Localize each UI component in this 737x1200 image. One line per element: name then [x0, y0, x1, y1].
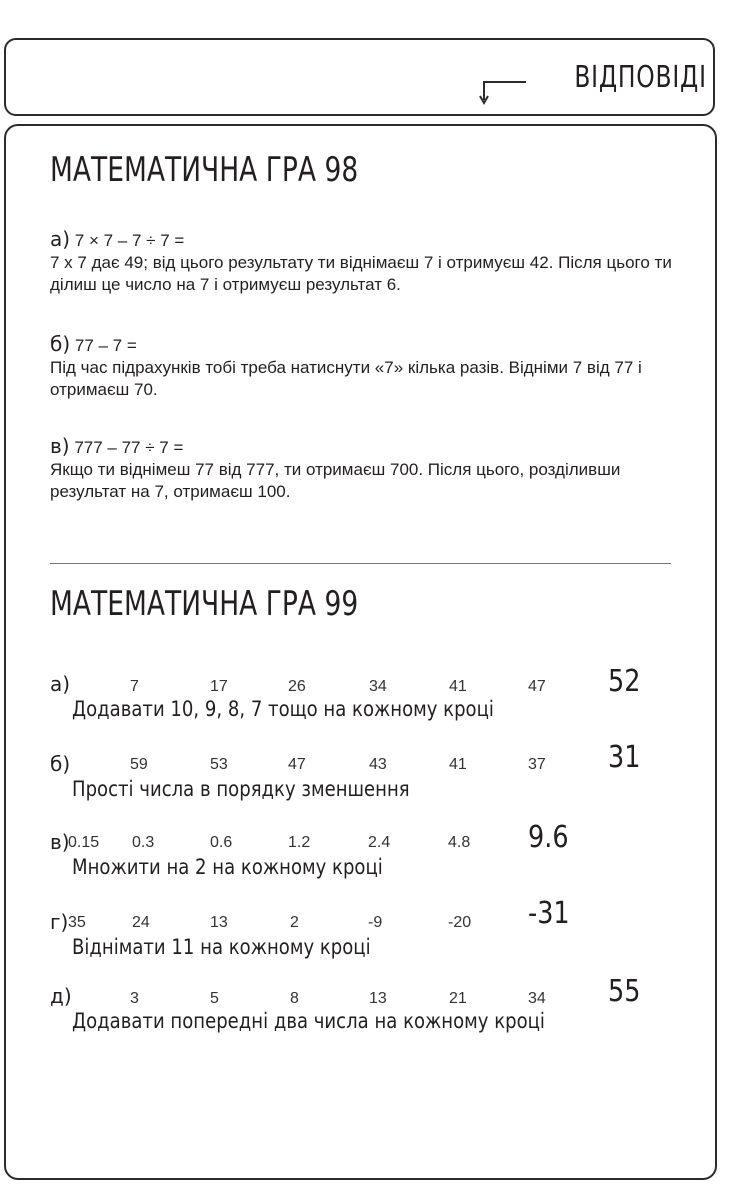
expression-row [50, 435, 690, 459]
explanation: 7 x 7 дає 49; від цього результату ти віднімаєш 7 і отримуєш 42. Після цього ти ділиш це число на 7 і отримуєш результат 6. [50, 253, 672, 294]
sequence-number: 0.3 [132, 834, 155, 851]
sequence-number: 24 [132, 914, 150, 931]
expression: 7 × 7 – 7 ÷ 7 = [74, 231, 185, 250]
sequence-row-a [50, 664, 690, 732]
row-letter: в) [50, 830, 70, 854]
item-letter: а) [50, 227, 71, 251]
item-letter: в) [50, 434, 70, 458]
game-98-title: МАТЕМАТИЧНА ГРА 98 [50, 150, 359, 190]
sequence-number: 13 [369, 990, 387, 1007]
row-letter: д) [50, 984, 72, 1008]
sequence-rule: Прості числа в порядку зменшення [72, 777, 410, 801]
sequence-answer: 9.6 [528, 820, 569, 855]
sequence-row-b [50, 740, 690, 812]
sequence-number: 43 [369, 756, 387, 773]
expression-row [50, 333, 690, 357]
sequence-number: 2 [290, 914, 299, 931]
sequence-number: 47 [528, 678, 546, 695]
game-99-title: МАТЕМАТИЧНА ГРА 99 [50, 584, 359, 624]
sequence-number: 35 [68, 914, 86, 931]
sequence-answer: 52 [608, 664, 641, 699]
sequence-number: 26 [288, 678, 306, 695]
sequence-number: 8 [290, 990, 299, 1007]
sequence-number: 34 [528, 990, 546, 1007]
sequence-number: 13 [210, 914, 228, 931]
sequence-number: 47 [288, 756, 306, 773]
sequence-number: 17 [210, 678, 228, 695]
sequence-row-e [50, 974, 690, 1044]
row-letter: б) [50, 752, 71, 776]
sequence-rule: Віднімати 11 на кожному кроці [72, 935, 371, 959]
sequence-number: 53 [210, 756, 228, 773]
answer-98-a [50, 228, 690, 296]
expression: 77 – 7 = [74, 336, 137, 355]
answer-98-b [50, 333, 690, 401]
sequence-number: 5 [210, 990, 219, 1007]
arrow-down-icon [478, 62, 528, 106]
sequence-rule: Додавати попередні два числа на кожному кроці [72, 1009, 545, 1033]
sequence-number: 41 [449, 756, 467, 773]
sequence-number: 21 [449, 990, 467, 1007]
sequence-number: 37 [528, 756, 546, 773]
section-divider [50, 563, 671, 564]
answers-title: ВІДПОВІДІ [574, 60, 707, 95]
sequence-number: 1.2 [288, 834, 311, 851]
sequence-rule: Множити на 2 на кожному кроці [72, 855, 383, 879]
sequence-number: -9 [368, 914, 383, 931]
explanation: Під час підрахунків тобі треба натиснути «7» кілька разів. Відніми 7 від 77 і отримаєш 70. [50, 358, 642, 399]
expression: 777 – 77 ÷ 7 = [74, 438, 184, 457]
row-letter: г) [50, 910, 69, 934]
sequence-number: -20 [448, 914, 472, 931]
sequence-number: 0.6 [210, 834, 233, 851]
explanation: Якщо ти віднімеш 77 від 777, ти отримаєш 700. Після цього, розділивши результат на 7, отримаєш 100. [50, 460, 621, 501]
sequence-row-c [50, 820, 690, 890]
sequence-number: 34 [369, 678, 387, 695]
sequence-number: 41 [449, 678, 467, 695]
sequence-number: 4.8 [448, 834, 471, 851]
expression-row [50, 228, 690, 252]
answer-98-c [50, 435, 690, 503]
sequence-number: 0.15 [68, 834, 100, 851]
sequence-number: 7 [130, 678, 139, 695]
sequence-number: 59 [130, 756, 148, 773]
row-letter: а) [50, 672, 71, 696]
sequence-answer: 55 [608, 974, 641, 1009]
sequence-answer: 31 [608, 740, 641, 775]
sequence-rule: Додавати 10, 9, 8, 7 тощо на кожному кроці [72, 697, 494, 721]
sequence-number: 3 [130, 990, 139, 1007]
sequence-answer: -31 [528, 896, 570, 931]
item-letter: б) [50, 332, 71, 356]
sequence-row-d [50, 896, 690, 970]
sequence-number: 2.4 [368, 834, 391, 851]
